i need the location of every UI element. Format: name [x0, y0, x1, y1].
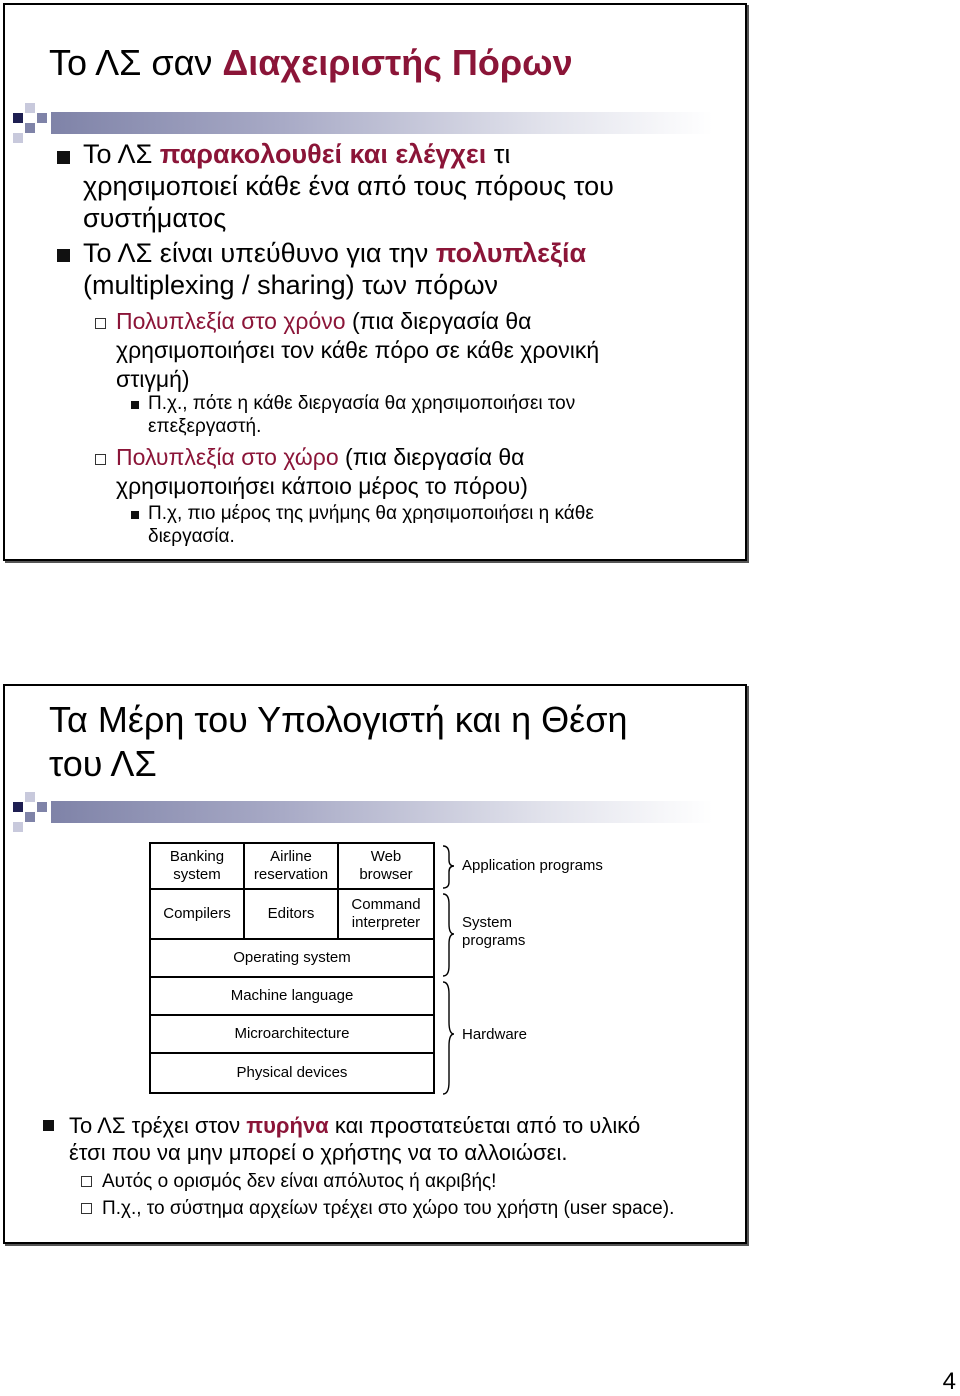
title-divider-decoration — [13, 103, 713, 143]
computer-layers-diagram — [149, 842, 619, 1098]
operating-system-cell: Operating system — [149, 938, 435, 978]
application-programs-label: Application programs — [462, 857, 603, 874]
editors-cell: Editors — [243, 888, 339, 940]
list-item: Το ΛΣ είναι υπεύθυνο για την πολυπλεξία (multiplexing / sharing) των πόρων — [83, 238, 587, 300]
airline-reservation-cell: Airline reservation — [243, 842, 339, 890]
list-item: Το ΛΣ τρέχει στον πυρήνα και προστατεύεται από το υλικό έτσι που να μην μπορεί ο χρήστης να το αλλοιώσει. — [69, 1113, 641, 1165]
bullet-hollow-square — [81, 1176, 92, 1187]
compilers-cell: Compilers — [149, 888, 245, 940]
list-item: Το ΛΣ παρακολουθεί και ελέγχει τι χρησιμοποιεί κάθε ένα από τους πόρους του συστήματος — [83, 139, 614, 233]
bullet-square — [57, 151, 70, 164]
layer-braces — [439, 842, 461, 1098]
microarchitecture-cell: Microarchitecture — [149, 1014, 435, 1054]
bullet-small-square — [131, 511, 139, 519]
list-item: Π.χ, πιο μέρος της μνήμης θα χρησιμοποιήσει η κάθε διεργασία. — [148, 503, 594, 547]
web-browser-cell: Web browser — [337, 842, 435, 890]
physical-devices-cell: Physical devices — [149, 1052, 435, 1094]
list-item: Πολυπλεξία στο χρόνο (πια διεργασία θα χρησιμοποιήσει τον κάθε πόρο σε κάθε χρονική στιγμή) — [116, 308, 600, 392]
system-programs-label: System programs — [462, 914, 526, 949]
list-item: Π.χ., πότε η κάθε διεργασία θα χρησιμοποιήσει τον επεξεργαστή. — [148, 393, 576, 437]
list-item: Πολυπλεξία στο χώρο (πια διεργασία θα χρησιμοποιήσει κάποιο μέρος το πόρου) — [116, 444, 528, 499]
bullet-square — [43, 1120, 54, 1131]
bullet-small-square — [131, 401, 139, 409]
page-number: 4 — [942, 1368, 956, 1395]
list-item: Π.χ., το σύστημα αρχείων τρέχει στο χώρο του χρήστη (user space). — [102, 1198, 675, 1219]
machine-language-cell: Machine language — [149, 976, 435, 1016]
bullet-hollow-square — [81, 1203, 92, 1214]
slide-resource-manager — [3, 3, 747, 561]
bullet-square — [57, 249, 70, 262]
hardware-label: Hardware — [462, 1026, 528, 1043]
list-item: Αυτός ο ορισμός δεν είναι απόλυτος ή ακριβής! — [102, 1171, 497, 1192]
bullet-hollow-square — [95, 454, 106, 465]
title-divider-decoration — [13, 792, 713, 832]
bullet-hollow-square — [95, 318, 106, 329]
command-interpreter-cell: Command interpreter — [337, 888, 435, 940]
slide-computer-parts — [3, 684, 747, 1244]
banking-system-cell: Banking system — [149, 842, 245, 890]
slide-title: Το ΛΣ σαν Διαχειριστής Πόρων — [49, 42, 573, 83]
slide-title: Τα Μέρη του Υπολογιστή και η Θέση του ΛΣ — [49, 699, 628, 784]
